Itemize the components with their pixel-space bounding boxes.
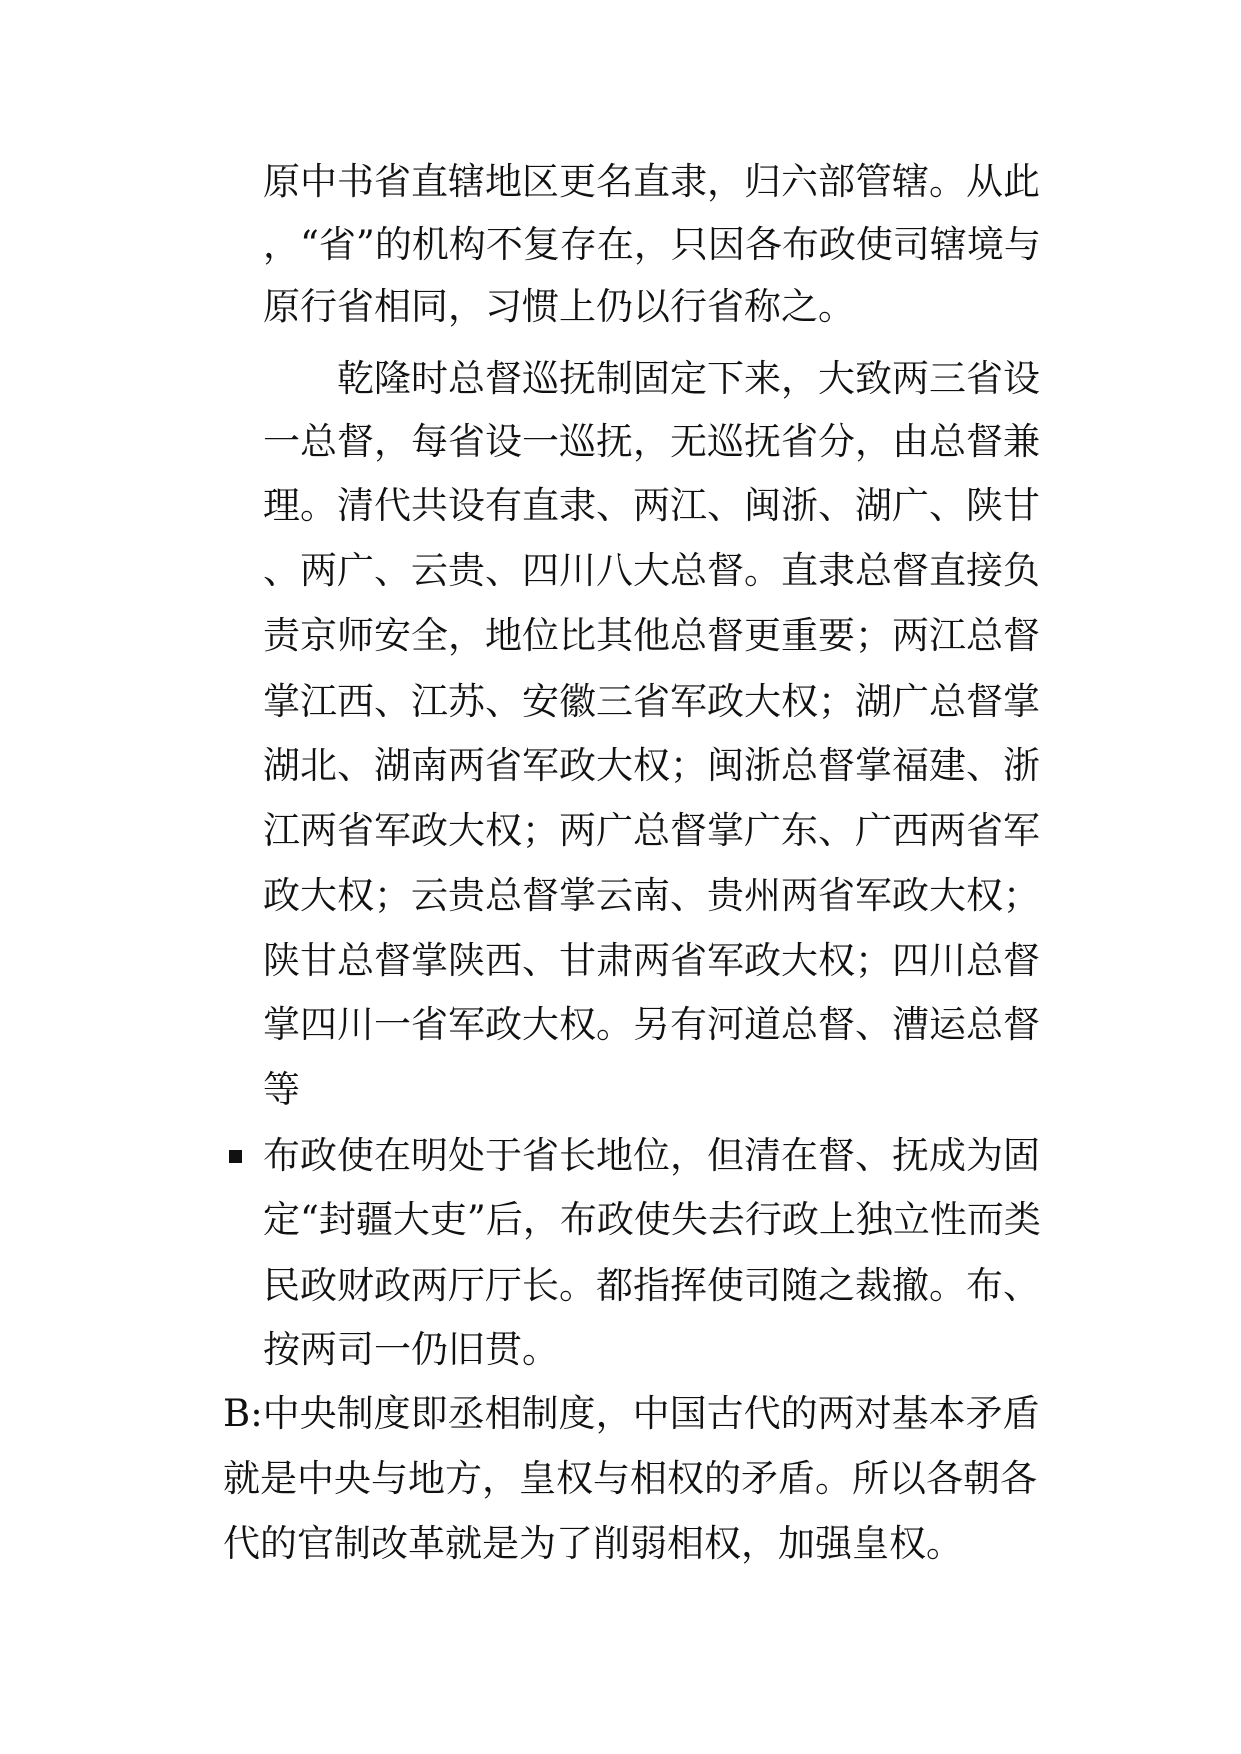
text-line: 代的官制改革就是为了削弱相权，加强皇权。 [223,1522,963,1565]
text-line: 布政使在明处于省长地位，但清在督、抚成为固 [263,1134,1040,1177]
text-line: 原行省相同，习惯上仍以行省称之。 [263,285,855,328]
text-line: 乾隆时总督巡抚制固定下来，大致两三省设 [337,357,1040,400]
text-line: 原中书省直辖地区更名直隶，归六部管辖。从此 [263,160,1040,203]
text-line: 掌四川一省军政大权。另有河道总督、漕运总督 [263,1003,1040,1046]
text-line: 政大权；云贵总督掌云南、贵州两省军政大权； [263,874,1040,917]
bullet-square-icon [229,1150,242,1163]
text-line: 一总督，每省设一巡抚，无巡抚省分，由总督兼 [263,420,1040,463]
text-line: 就是中央与地方，皇权与相权的矛盾。所以各朝各 [223,1457,1037,1500]
text-line: B:中央制度即丞相制度，中国古代的两对基本矛盾 [223,1392,1040,1435]
text-line: 民政财政两厅厅长。都指挥使司随之裁撤。布、 [263,1264,1040,1307]
text-line: 定“封疆大吏”后，布政使失去行政上独立性而类 [263,1198,1041,1241]
text-line: 陕甘总督掌陕西、甘肃两省军政大权；四川总督 [263,939,1040,982]
text-line: 按两司一仍旧贯。 [263,1328,559,1371]
text-line: 责京师安全，地位比其他总督更重要；两江总督 [263,614,1040,657]
text-line: 掌江西、江苏、安徽三省军政大权；湖广总督掌 [263,680,1040,723]
text-line: ，“省”的机构不复存在，只因各布政使司辖境与 [263,223,1041,266]
text-line: 理。清代共设有直隶、两江、闽浙、湖广、陕甘 [263,484,1040,527]
text-line: 等 [263,1068,300,1111]
text-line: 江两省军政大权；两广总督掌广东、广西两省军 [263,809,1040,852]
text-line: 、两广、云贵、四川八大总督。直隶总督直接负 [263,549,1040,592]
text-line: 湖北、湖南两省军政大权；闽浙总督掌福建、浙 [263,744,1040,787]
